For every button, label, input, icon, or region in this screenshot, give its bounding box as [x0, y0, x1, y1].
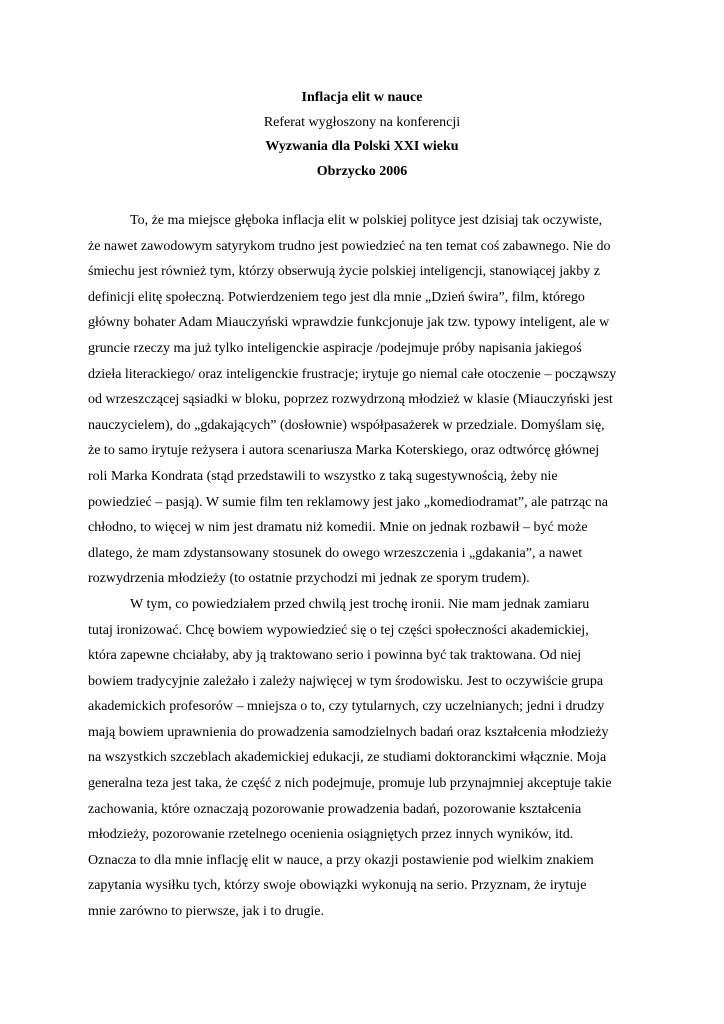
paragraph-line: Oznacza to dla mnie inflację elit w nauce, a przy okazji postawienie pod wielkim znakiem — [88, 852, 594, 868]
conference-name: Wyzwania dla Polski XXI wieku — [265, 139, 459, 154]
paragraph-line: powiedzieć – pasją). W sumie film ten reklamowy jest jako „komediodramat”, ale patrząc na — [88, 494, 609, 510]
paragraph-line: tutaj ironizować. Chcę bowiem wypowiedzieć się o tej części społeczności akademickiej, — [88, 622, 589, 638]
paragraph-line: śmiechu jest również tym, którzy obserwują życie polskiej inteligencji, stanowiącej jakby z — [88, 264, 601, 280]
paragraph-line: główny bohater Adam Miauczyński wprawdzie funkcjonuje jak tzw. typowy inteligent, ale w — [88, 315, 610, 331]
paragraph-line: która zapewne chciałaby, aby ją traktowano serio i powinna być tak traktowana. Od niej — [88, 648, 582, 664]
paragraph — [88, 208, 648, 592]
paragraph-line: definicji elitę społeczną. Potwierdzeniem tego jest dla mnie „Dzień świra”, film, którego — [88, 289, 585, 305]
paragraph-line: gruncie rzeczy ma już tylko inteligenckie aspiracje /podejmuje próby napisania jakiegoś — [88, 340, 582, 356]
paragraph-line: zapytania wysiłku tych, którzy swoje obowiązki wykonują na serio. Przyznam, że irytuje — [88, 878, 587, 894]
paragraph-line: nauczycielem), do „gdakających” (dosłownie) współpasażerek w przedziale. Domyślam się, — [88, 417, 605, 433]
paragraph-line: chłodno, to więcej w nim jest dramatu niż komedii. Mnie on jednak rozbawił – być może — [88, 520, 588, 536]
paragraph-line: że nawet zawodowym satyrykom trudno jest powiedzieć na ten temat coś zabawnego. Nie do — [88, 238, 611, 254]
document-title: Inflacja elit w nauce — [301, 90, 423, 105]
paragraph-line: dzieła literackiego/ oraz inteligenckie frustracje; irytuje go niemal całe otoczenie – począwszy — [88, 366, 617, 382]
paragraph-line: roli Marka Kondrata (stąd przedstawili to wszystko z taką sugestywnością, żeby nie — [88, 468, 558, 484]
paragraph — [88, 592, 648, 925]
paragraph-line: W tym, co powiedziałem przed chwilą jest trochę ironii. Nie mam jednak zamiaru — [130, 596, 590, 612]
paragraph-line: generalna teza jest taka, że część z nich podejmuje, promuje lub przynajmniej akceptuje takie — [88, 776, 612, 792]
paragraph-line: mnie zarówno to pierwsze, jak i to drugie. — [88, 904, 324, 920]
paragraph-line: rozwydrzenia młodzieży (to ostatnie przychodzi mi jednak ze sporym trudem). — [88, 571, 530, 587]
paragraph-line: że to samo irytuje reżysera i autora scenariusza Marka Koterskiego, oraz odtwórcę głównej — [88, 443, 600, 459]
paragraph-line: bowiem tradycyjnie zależało i zależy najwięcej w tym środowisku. Jest to oczywiście grupa — [88, 673, 604, 689]
paragraph-line: akademickich profesorów – mniejsza o to, czy tytularnych, czy uczelnianych; jedni i drudzy — [88, 699, 605, 715]
document-body — [88, 208, 648, 925]
paragraph-line: na wszystkich szczeblach akademickiej edukacji, ze studiami doktoranckimi włącznie. Moja — [88, 750, 607, 766]
document-header — [0, 86, 724, 184]
paragraph-line: dlatego, że mam zdystansowany stosunek do owego wrzeszczenia i „gdakania”, a nawet — [88, 545, 583, 561]
paragraph-line: mają bowiem uprawnienia do prowadzenia samodzielnych badań oraz kształcenia młodzieży — [88, 724, 609, 740]
conference-place-year: Obrzycko 2006 — [316, 163, 408, 179]
paragraph-line: zachowania, które oznaczają pozorowanie prowadzenia badań, pozorowanie kształcenia — [88, 801, 582, 817]
paragraph-line: młodzieży, pozorowanie rzetelnego ocenienia osiągniętych przez innych wyników, itd. — [88, 827, 574, 843]
document-subtitle: Referat wygłoszony na konferencji — [263, 114, 461, 130]
paragraph-line: od wrzeszczącej sąsiadki w bloku, poprzez rozwydrzoną młodzież w klasie (Miauczyński jest — [88, 392, 613, 408]
paragraph-line: To, że ma miejsce głęboka inflacja elit w polskiej polityce jest dzisiaj tak oczywiste, — [130, 213, 603, 228]
